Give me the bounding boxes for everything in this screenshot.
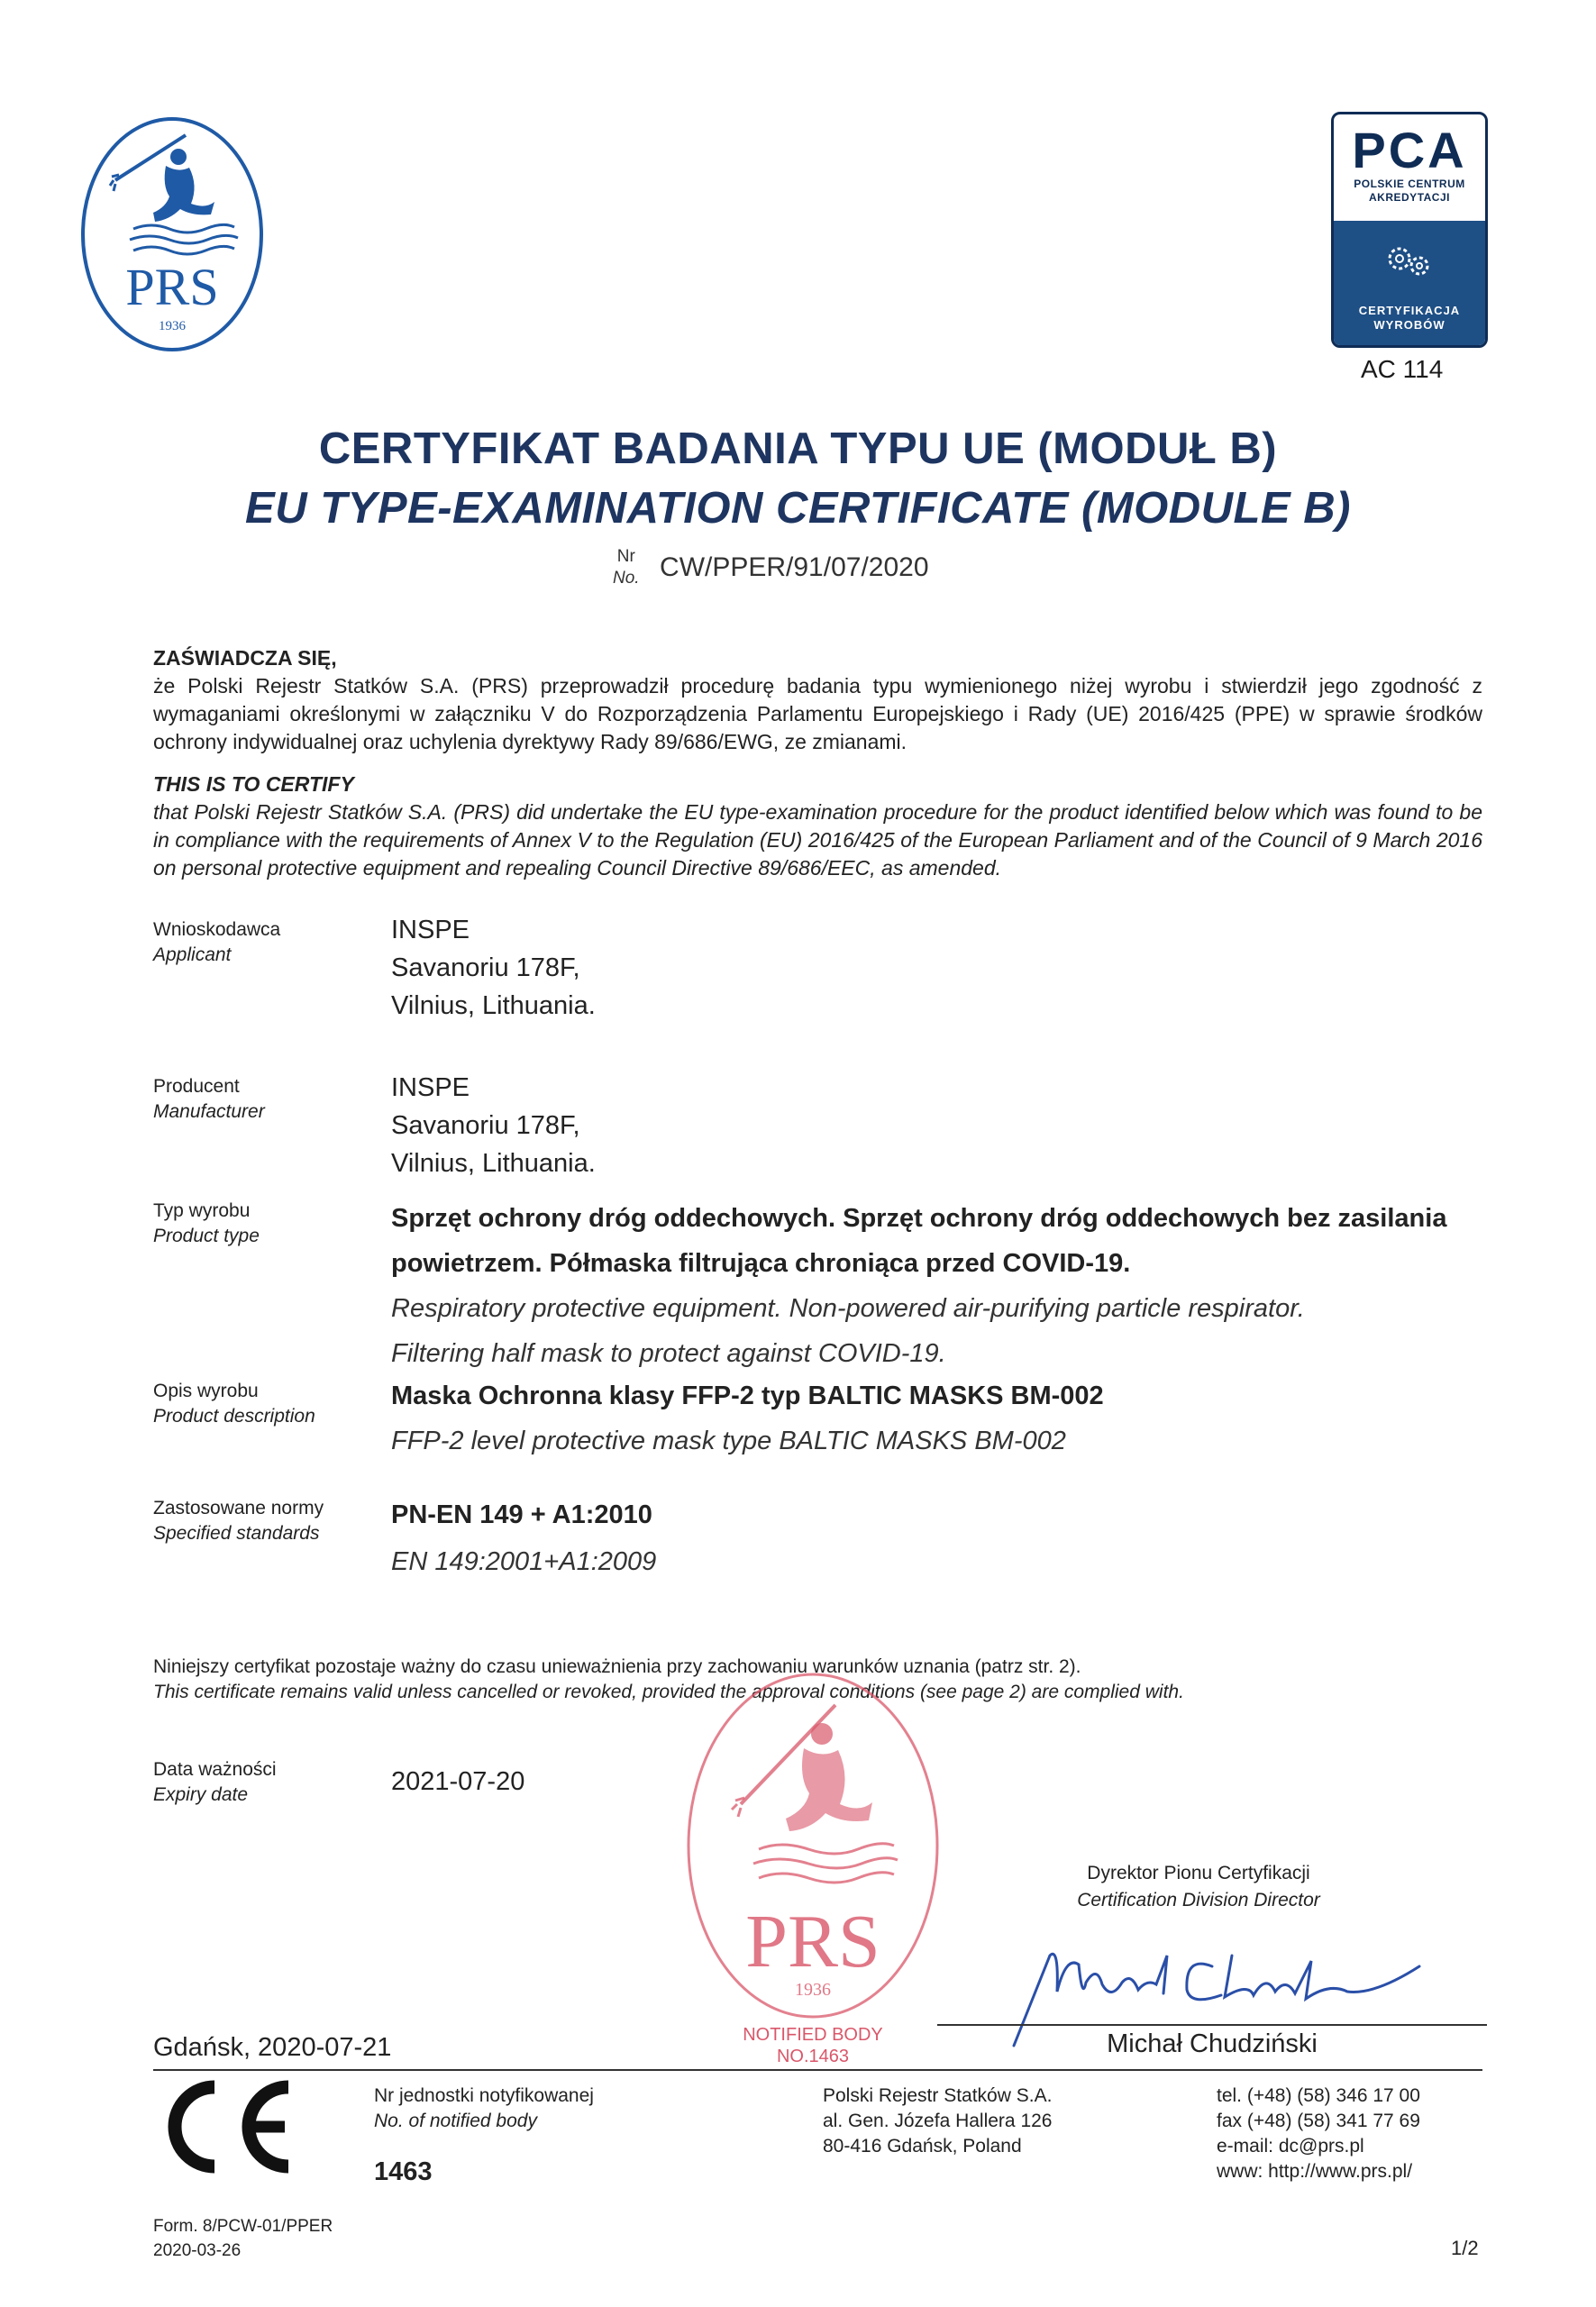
director-title (1050, 1860, 1347, 1914)
prs-logo (79, 115, 265, 353)
certify-text-en: that Polski Rejestr Statków S.A. (PRS) did undertake the EU type-examination procedure for the product identified below which was found to be in compliance with the requirements of Annex V to the Regulation (EU) 2016/425 of the European Parliament and of the Council of 9 March 2016 on personal protective equipment and repealing Council Directive 89/686/EEC, as amended. (153, 800, 1482, 880)
certificate-title-pl: CERTYFIKAT BADANIA TYPU UE (MODUŁ B) (318, 424, 1278, 473)
page-number: 1/2 (1451, 2237, 1479, 2259)
director-title-pl: Dyrektor Pionu Certyfikacji (1087, 1863, 1310, 1883)
product-type-label-pl: Typ wyrobu (153, 1200, 251, 1221)
product-type-pl (391, 1196, 1446, 1286)
stamp-caption-1: NOTIFIED BODY (743, 2025, 883, 2045)
standards-label-pl: Zastosowane normy (153, 1498, 324, 1518)
address-city: 80-416 Gdańsk, Poland (823, 2136, 1022, 2157)
product-type-en (391, 1286, 1305, 1376)
product-type-label-en: Product type (153, 1226, 260, 1246)
stamp-caption (678, 2024, 948, 2067)
number-label-pl: Nr (616, 547, 635, 566)
standards-label-en: Specified standards (153, 1523, 320, 1544)
director-title-en: Certification Division Director (1077, 1890, 1320, 1910)
certificate-number-value: CW/PPER/91/07/2020 (660, 552, 929, 582)
form-info (153, 2214, 333, 2263)
certify-paragraph-en (153, 771, 1482, 882)
notified-body-label-en: No. of notified body (374, 2111, 537, 2131)
applicant-label-pl: Wnioskodawca (153, 919, 281, 940)
product-type-en-line-2: Filtering half mask to protect against COVID-19. (391, 1339, 946, 1368)
expiry-label-pl: Data ważności (153, 1759, 277, 1780)
gears-icon (1378, 239, 1441, 284)
manufacturer-city: Vilnius, Lithuania. (391, 1149, 596, 1178)
form-number: Form. 8/PCW-01/PPER (153, 2217, 333, 2236)
product-type-en-line-1: Respiratory protective equipment. Non-powered air-purifying particle respirator. (391, 1294, 1305, 1323)
notified-body-label-pl: Nr jednostki notyfikowanej (374, 2085, 594, 2106)
certify-heading-pl: ZAŚWIADCZA SIĘ, (153, 646, 337, 670)
validity-note-en: This certificate remains valid unless cancelled or revoked, provided the approval conditions (see page 2) are complied with. (153, 1682, 1184, 1702)
certificate-title-en: EU TYPE-EXAMINATION CERTIFICATE (MODULE B) (245, 484, 1351, 533)
expiry-date: 2021-07-20 (391, 1767, 525, 1796)
svg-text:PRS: PRS (125, 258, 219, 316)
applicant-label-en: Applicant (153, 944, 232, 965)
director-name: Michał Chudziński (1107, 2029, 1318, 2058)
notified-body-number: 1463 (374, 2157, 433, 2186)
expiry-label (153, 1757, 277, 1808)
signature-line (937, 2024, 1487, 2026)
pca-title: PCA (1352, 122, 1467, 178)
pca-subtitle-1: POLSKIE CENTRUM (1354, 178, 1465, 190)
manufacturer-label-en: Manufacturer (153, 1101, 265, 1122)
manufacturer-value (391, 1069, 596, 1182)
applicant-label (153, 917, 280, 968)
pca-accreditation-badge (1331, 112, 1488, 348)
product-type-label (153, 1199, 260, 1249)
validity-note (153, 1655, 1184, 1705)
product-type-pl-line-2: powietrzem. Półmaska filtrująca chroniąca przed COVID-19. (391, 1249, 1131, 1278)
manufacturer-label (153, 1074, 265, 1125)
svg-text:1936: 1936 (159, 319, 186, 333)
applicant-street: Savanoriu 178F, (391, 953, 580, 982)
contact-fax: fax (+48) (58) 341 77 69 (1217, 2111, 1420, 2131)
notified-body-stamp (678, 1669, 948, 2047)
standards-pl: PN-EN 149 + A1:2010 (391, 1500, 652, 1529)
certify-heading-en: THIS IS TO CERTIFY (153, 772, 354, 796)
validity-note-pl: Niniejszy certyfikat pozostaje ważny do czasu unieważnienia przy zachowaniu warunków uznania (patrz str. 2). (153, 1656, 1081, 1677)
svg-text:1936: 1936 (795, 1980, 831, 2000)
place-and-date: Gdańsk, 2020-07-21 (153, 2033, 392, 2062)
company-address (823, 2084, 1052, 2159)
certificate-number (613, 546, 929, 589)
manufacturer-label-pl: Producent (153, 1076, 240, 1097)
contact-phone: tel. (+48) (58) 346 17 00 (1217, 2085, 1420, 2106)
address-street: al. Gen. Józefa Hallera 126 (823, 2111, 1053, 2131)
manufacturer-street: Savanoriu 178F, (391, 1111, 580, 1140)
form-date: 2020-03-26 (153, 2241, 242, 2260)
pca-category-1: CERTYFIKACJA (1358, 304, 1461, 317)
stamp-caption-2: NO.1463 (776, 2047, 850, 2066)
pca-category-2: WYROBÓW (1373, 318, 1446, 332)
product-type-pl-line-1: Sprzęt ochrony dróg oddechowych. Sprzęt ochrony dróg oddechowych bez zasilania (391, 1204, 1447, 1233)
applicant-value (391, 911, 596, 1025)
expiry-label-en: Expiry date (153, 1784, 249, 1805)
standards-en: EN 149:2001+A1:2009 (391, 1547, 657, 1576)
product-description-en: FFP-2 level protective mask type BALTIC MASKS BM-002 (391, 1427, 1066, 1455)
applicant-name: INSPE (391, 916, 470, 944)
product-description-label-en: Product description (153, 1406, 315, 1427)
footer-divider (153, 2069, 1482, 2071)
product-description-label-pl: Opis wyrobu (153, 1381, 259, 1401)
number-label-en: No. (613, 569, 640, 588)
pca-subtitle-2: AKREDYTACJI (1369, 191, 1450, 204)
applicant-city: Vilnius, Lithuania. (391, 991, 596, 1020)
notified-body-label (374, 2084, 594, 2134)
product-description-label (153, 1379, 315, 1429)
certify-paragraph-pl (153, 644, 1482, 756)
manufacturer-name: INSPE (391, 1073, 470, 1102)
svg-text:PRS: PRS (745, 1900, 880, 1983)
contact-website[interactable]: www: http://www.prs.pl/ (1217, 2161, 1413, 2182)
address-company: Polski Rejestr Statków S.A. (823, 2085, 1053, 2106)
contact-email: e-mail: dc@prs.pl (1217, 2136, 1364, 2157)
ce-mark-icon (150, 2076, 303, 2177)
product-description-pl: Maska Ochronna klasy FFP-2 typ BALTIC MASKS BM-002 (391, 1381, 1104, 1410)
certify-text-pl: że Polski Rejestr Statków S.A. (PRS) przeprowadził procedurę badania typu wymienionego niżej wyrobu i stwierdził jego zgodność z wymaganiami określonymi w załączniku V do Rozporządzenia Parlamentu Europejskiego i Rady (UE) 2016/425 (PPE) w sprawie środków ochrony indywidualnej oraz uchylenia dyrektywy Rady 89/686/EWG, ze zmianami. (153, 674, 1482, 753)
accreditation-code: AC 114 (1361, 355, 1444, 383)
standards-label (153, 1496, 324, 1546)
contact-info (1217, 2084, 1420, 2184)
